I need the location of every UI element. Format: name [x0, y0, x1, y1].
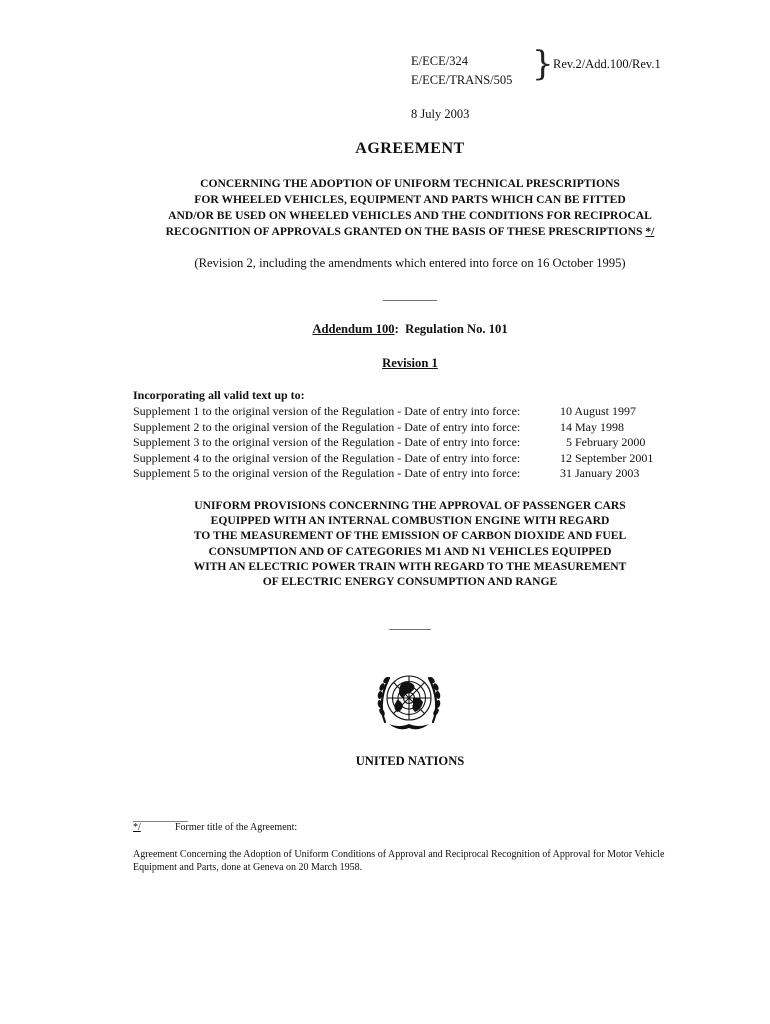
revision-reference: Rev.2/Add.100/Rev.1 [553, 57, 661, 71]
footnote-text: Agreement Concerning the Adoption of Uniform Conditions of Approval and Reciprocal Recognition of Approval for Motor Vehicle Equipment and Parts, done at Geneva on 20 March 1958. [133, 849, 665, 873]
separator-line: _________ [383, 288, 437, 302]
footnote-rule: ___________ [133, 812, 188, 823]
uniform-provisions-line: EQUIPPED WITH AN INTERNAL COMBUSTION ENGINE WITH REGARD [210, 514, 610, 528]
agreement-subtitle [0, 176, 770, 240]
supplement-row [133, 404, 637, 420]
supplement-row [133, 450, 654, 467]
organization-name: UNITED NATIONS [355, 754, 465, 768]
separator-line: _______ [389, 617, 431, 631]
uniform-provisions-line: CONSUMPTION AND OF CATEGORIES M1 AND N1 VEHICLES EQUIPPED [208, 544, 612, 558]
uniform-provisions-line: UNIFORM PROVISIONS CONCERNING THE APPROVAL OF PASSENGER CARS [194, 499, 626, 512]
supplement-date: 31 January 2003 [560, 466, 640, 480]
document-symbol-2: E/ECE/TRANS/505 [411, 73, 513, 87]
brace-icon: } [532, 44, 554, 84]
agreement-line: AND/OR BE USED ON WHEELED VEHICLES AND THE CONDITIONS FOR RECIPROCAL [168, 209, 652, 222]
supplements-list [133, 404, 654, 482]
document-symbols [411, 52, 512, 90]
agreement-line: FOR WHEELED VEHICLES, EQUIPMENT AND PARTS WHICH CAN BE FITTED [194, 193, 626, 206]
addendum-label: Addendum 100 [312, 322, 395, 336]
uniform-provisions-line: OF ELECTRIC ENERGY CONSUMPTION AND RANGE [262, 575, 558, 589]
supplement-date: 14 May 1998 [560, 419, 624, 434]
supplement-text: Supplement 1 to the original version of the Regulation - Date of entry into force: [133, 404, 521, 418]
uniform-provisions-line: TO THE MEASUREMENT OF THE EMISSION OF CARBON DIOXIDE AND FUEL [193, 529, 627, 543]
supplement-row [133, 435, 646, 451]
agreement-line-text: RECOGNITION OF APPROVALS GRANTED ON THE BASIS OF THESE PRESCRIPTIONS [165, 225, 643, 238]
agreement-title: AGREEMENT [355, 140, 465, 157]
supplement-text: Supplement 5 to the original version of the Regulation - Date of entry into force: [133, 466, 521, 480]
agreement-line [0, 224, 770, 240]
supplement-text: Supplement 4 to the original version of the Regulation - Date of entry into force: [133, 450, 521, 465]
agreement-line: CONCERNING THE ADOPTION OF UNIFORM TECHNICAL PRESCRIPTIONS [200, 177, 620, 190]
supplement-text: Supplement 2 to the original version of the Regulation - Date of entry into force: [133, 419, 521, 434]
supplement-date: 12 September 2001 [560, 450, 654, 465]
revision-heading: Revision 1 [382, 356, 438, 370]
supplement-date: 10 August 1997 [560, 404, 637, 418]
supplement-row [133, 466, 640, 482]
addendum-colon: : [394, 322, 399, 336]
footnote-reference[interactable]: */ [645, 225, 655, 238]
document-date: 8 July 2003 [411, 107, 470, 121]
addendum-heading [0, 322, 770, 337]
incorporating-heading: Incorporating all valid text up to: [133, 388, 305, 402]
supplement-text: Supplement 3 to the original version of the Regulation - Date of entry into force: [133, 435, 521, 449]
uniform-provisions-title [0, 498, 770, 589]
regulation-number: Regulation No. 101 [405, 322, 508, 336]
footnote-label: Former title of the Agreement: [175, 822, 298, 833]
un-emblem-icon [371, 662, 447, 743]
document-symbol-1: E/ECE/324 [411, 54, 468, 68]
uniform-provisions-line: WITH AN ELECTRIC POWER TRAIN WITH REGARD TO THE MEASUREMENT [193, 559, 627, 573]
revision-note: (Revision 2, including the amendments which entered into force on 16 October 1995) [194, 256, 626, 270]
supplement-row [133, 419, 624, 436]
footnote-marker: */ [133, 822, 141, 833]
supplement-date: 5 February 2000 [560, 435, 646, 449]
